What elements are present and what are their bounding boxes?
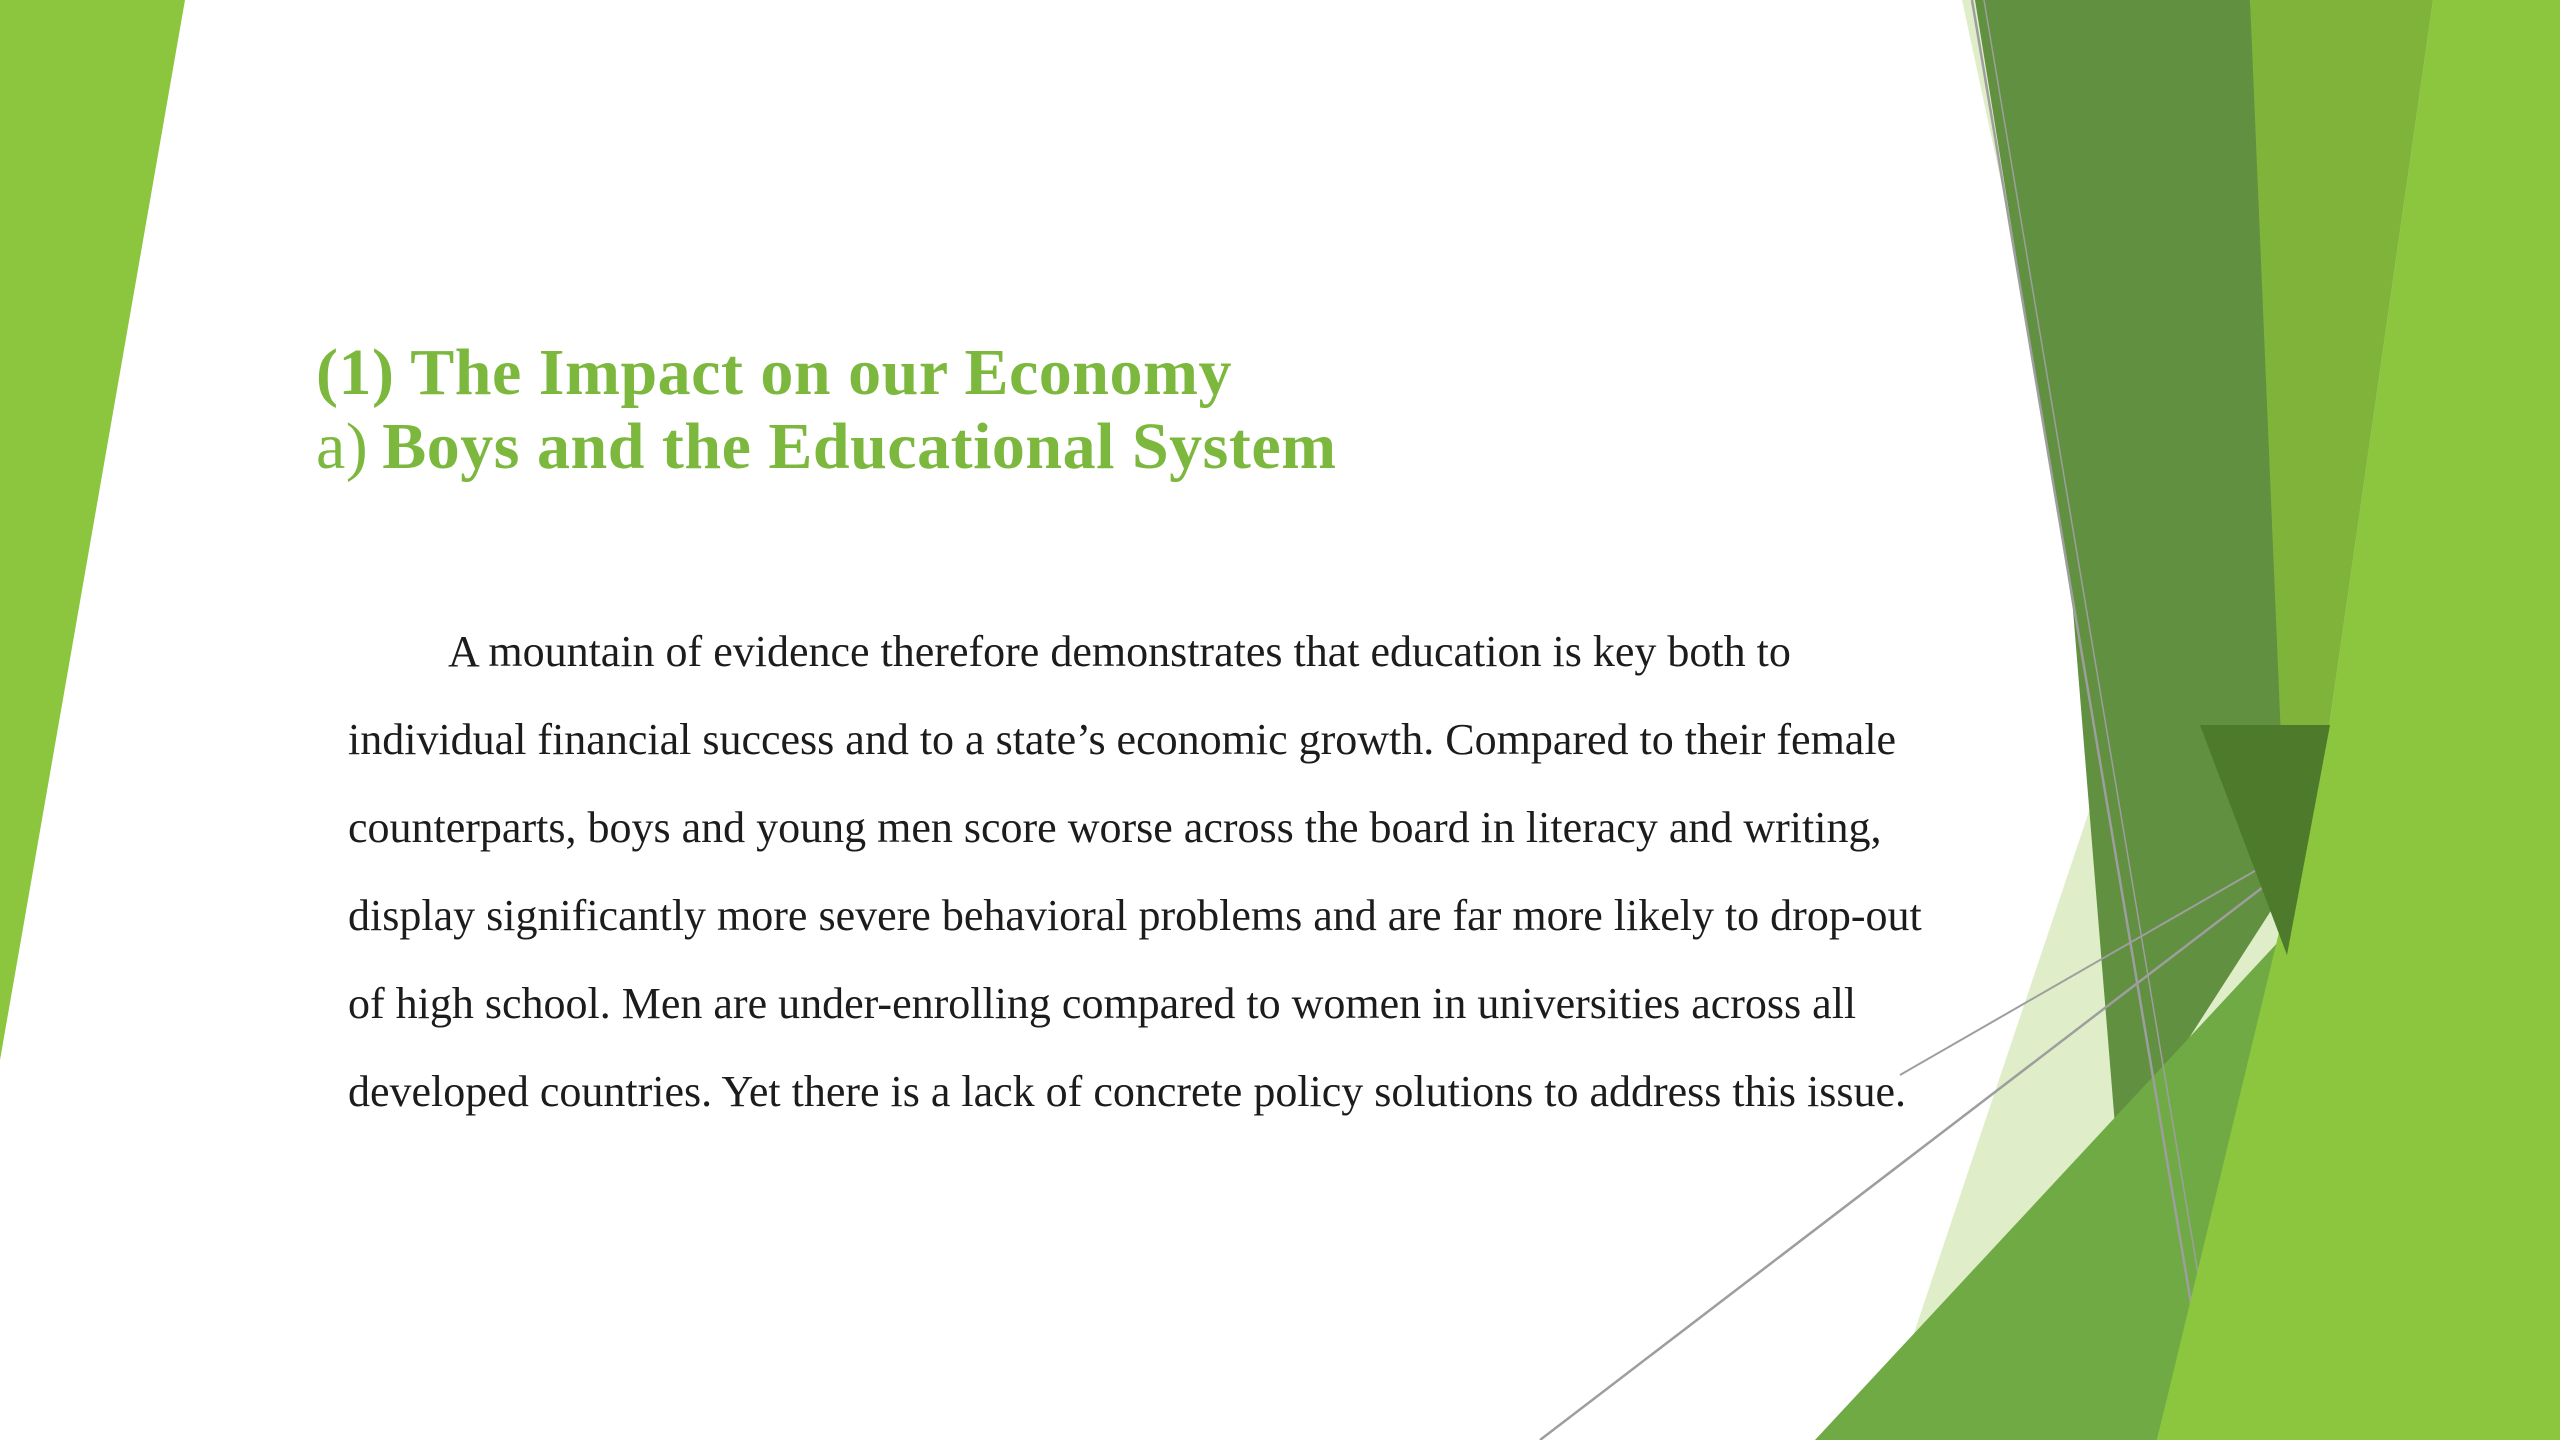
title-line-1: (1) The Impact on our Economy (316, 336, 1232, 409)
body-paragraph: A mountain of evidence therefore demonstrates that education is key both to individual financial success and to a state’s economic growth. Compared to their female counterparts, boys and young men score worse across the board in literacy and writing, display significantly more severe behavioral problems and are far more likely to drop-out of high school. Men are under-enrolling compared to women in universities across all developed countries. Yet there is a lack of concrete policy solutions to address this issue. (348, 627, 1922, 1116)
left-wedge-shape (0, 0, 185, 1060)
slide-title (316, 336, 1337, 484)
title-line-2 (316, 410, 1337, 484)
title-line-2-main: Boys and the Educational System (382, 410, 1337, 483)
title-line-2-prefix: a) (316, 410, 369, 483)
slide-body (348, 608, 1948, 1136)
